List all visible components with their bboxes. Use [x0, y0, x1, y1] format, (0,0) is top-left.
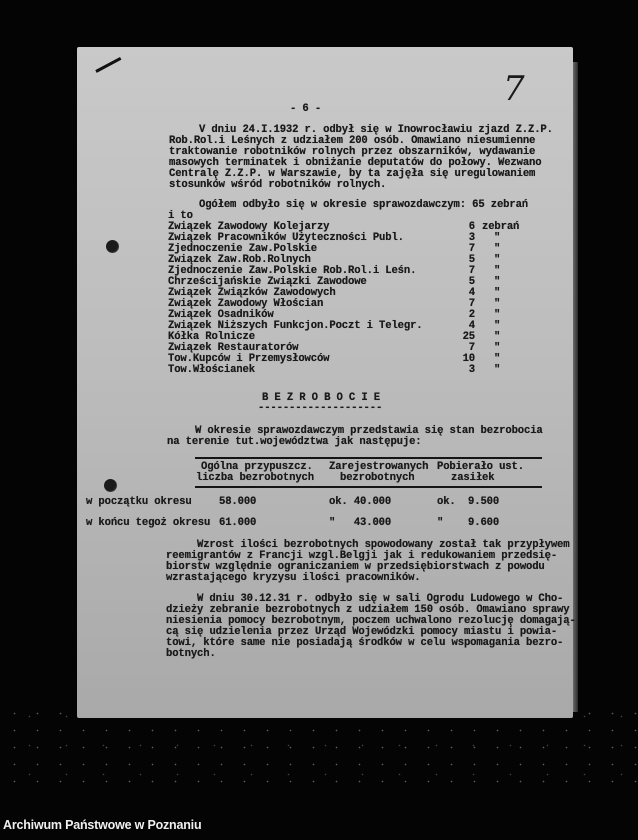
section-heading-underline: -------------------- — [258, 402, 383, 414]
meeting-org-name: Tow.Kupców i Przemysłowców — [168, 353, 330, 365]
paragraph1-line: Centralę Z.Z.P. w Warszawie, by ta zajęła się uregulowaniem — [169, 168, 536, 180]
meeting-unit: " — [494, 298, 501, 310]
meeting-count: 7 — [468, 298, 475, 310]
handwritten-page-number: 7 — [503, 69, 525, 109]
punch-hole-icon — [104, 479, 117, 492]
meeting-count: 7 — [468, 265, 475, 277]
meeting-unit: " — [494, 243, 501, 255]
meeting-org-name: Związek Niższych Funkcjon.Poczt i Telegr. — [168, 320, 423, 332]
unemployment-intro-line: W okresie sprawozdawczym przedstawia się stan bezrobocia — [195, 425, 543, 437]
meeting-count: 3 — [468, 364, 475, 376]
paragraph3-line: botnych. — [166, 648, 216, 660]
meeting-unit: " — [494, 254, 501, 266]
typed-page-number: - 6 - — [290, 103, 322, 115]
paragraph2-line: wzrastającego kryzysu ilości pracowników. — [166, 572, 421, 584]
row-label: w początku okresu — [86, 496, 192, 508]
meetings-intro-continued: i to — [168, 210, 193, 222]
meeting-org-name: Związek Pracowników Użyteczności Publ. — [168, 232, 404, 244]
table-header-benefit: zasiłek — [451, 472, 495, 484]
table-header-benefit: Pobierało ust. — [437, 461, 524, 473]
meeting-org-name: Tow.Włościanek — [168, 364, 255, 376]
meeting-unit: " — [494, 342, 501, 354]
paragraph3-line: cą się udzielenia przez Urząd Wojewódzki pomocy miastu i powia- — [166, 626, 558, 638]
row-total: 58.000 — [219, 496, 257, 508]
row-registered: " 43.000 — [329, 517, 392, 529]
meeting-org-name: Związek Osadników — [168, 309, 274, 321]
paragraph1-line: masowych terminatek i obniżanie deputatów do połowy. Wezwano — [169, 157, 542, 169]
paragraph3-line: dzieży zebranie bezrobotnych z udziałem 150 osób. Omawiano sprawy — [166, 604, 570, 616]
row-benefit: " 9.600 — [437, 517, 500, 529]
meeting-org-name: Zjednoczenie Zaw.Polskie — [168, 243, 317, 255]
meeting-count: 4 — [468, 320, 475, 332]
section-heading: B E Z R O B O C I E — [262, 392, 380, 404]
meeting-count: 4 — [468, 287, 475, 299]
meeting-org-name: Kółka Rolnicze — [168, 331, 255, 343]
table-header-total: liczba bezrobotnych — [196, 472, 314, 484]
meeting-unit: " — [494, 331, 501, 343]
table-header-total: Ogólna przypuszcz. — [201, 461, 313, 473]
meeting-unit: " — [494, 276, 501, 288]
meeting-unit: " — [494, 287, 501, 299]
table-bottom-rule — [195, 486, 542, 488]
paragraph2-line: Wzrost ilości bezrobotnych spowodowany został tak przypływem — [197, 539, 570, 551]
paragraph1-line: V dniu 24.I.1932 r. odbył się w Inowrocławiu zjazd Z.Z.P. — [199, 124, 553, 136]
meeting-org-name: Chrześcijańskie Związki Zawodowe — [168, 276, 367, 288]
paragraph1-line: stosunków wśród robotników rolnych. — [169, 179, 387, 191]
meeting-count: 7 — [468, 342, 475, 354]
table-top-rule — [195, 457, 542, 459]
meeting-unit: " — [494, 320, 501, 332]
meeting-org-name: Związek Zaw.Rob.Rolnych — [168, 254, 311, 266]
row-benefit: ok. 9.500 — [437, 496, 500, 508]
punch-hole-icon — [106, 240, 119, 253]
meeting-unit: zebrań — [482, 221, 520, 233]
meeting-unit: " — [494, 265, 501, 277]
meeting-count: 3 — [468, 232, 475, 244]
paragraph2-line: biorstw względnie ograniczaniem w przedsiębiorstwach z powodu — [166, 561, 545, 573]
paragraph3-line: towi, które same nie posiadają środków w celu wspomagania bezro- — [166, 637, 564, 649]
meeting-unit: " — [494, 364, 501, 376]
paragraph3-line: W dniu 30.12.31 r. odbyło się w sali Ogrodu Ludowego w Cho- — [197, 593, 564, 605]
paragraph1-line: Rob.Rol.i Leśnych z udziałem 200 osób. Omawiano niesumienne — [169, 135, 536, 147]
archive-watermark: Archiwum Państwowe w Poznaniu — [3, 818, 202, 832]
meeting-org-name: Związek Zawodowy Włościan — [168, 298, 324, 310]
meeting-org-name: Związek Restauratorów — [168, 342, 299, 354]
unemployment-intro-line: na terenie tut.województwa jak następuje: — [167, 436, 422, 448]
meeting-count: 7 — [468, 243, 475, 255]
meeting-count: 5 — [468, 254, 475, 266]
meeting-unit: " — [494, 232, 501, 244]
meeting-org-name: Zjednoczenie Zaw.Polskie Rob.Rol.i Leśn. — [168, 265, 417, 277]
meeting-org-name: Związek Zawodowy Kolejarzy — [168, 221, 330, 233]
paragraph3-line: niesienia pomocy bezrobotnym, poczem uchwalono rezolucję domagają- — [166, 615, 576, 627]
row-registered: ok. 40.000 — [329, 496, 392, 508]
meeting-count: 2 — [468, 309, 475, 321]
paragraph1-line: traktowanie robotników rolnych przez obszarników, wydawanie — [169, 146, 536, 158]
paragraph2-line: reemigrantów z Francji wzgl.Belgji jak i redukowaniem przedsię- — [166, 550, 558, 562]
meeting-unit: " — [494, 353, 501, 365]
meeting-unit: " — [494, 309, 501, 321]
meeting-org-name: Związek Związków Zawodowych — [168, 287, 336, 299]
row-total: 61.000 — [219, 517, 257, 529]
table-header-registered: Zarejestrowanych — [329, 461, 429, 473]
row-label: w końcu tegoż okresu — [86, 517, 211, 529]
meeting-count: 25 — [462, 331, 475, 343]
meeting-count: 6 — [468, 221, 475, 233]
meeting-count: 10 — [462, 353, 475, 365]
meetings-intro: Ogółem odbyło się w okresie sprawozdawczym: 65 zebrań — [199, 199, 528, 211]
meeting-count: 5 — [468, 276, 475, 288]
table-header-registered: bezrobotnych — [340, 472, 415, 484]
